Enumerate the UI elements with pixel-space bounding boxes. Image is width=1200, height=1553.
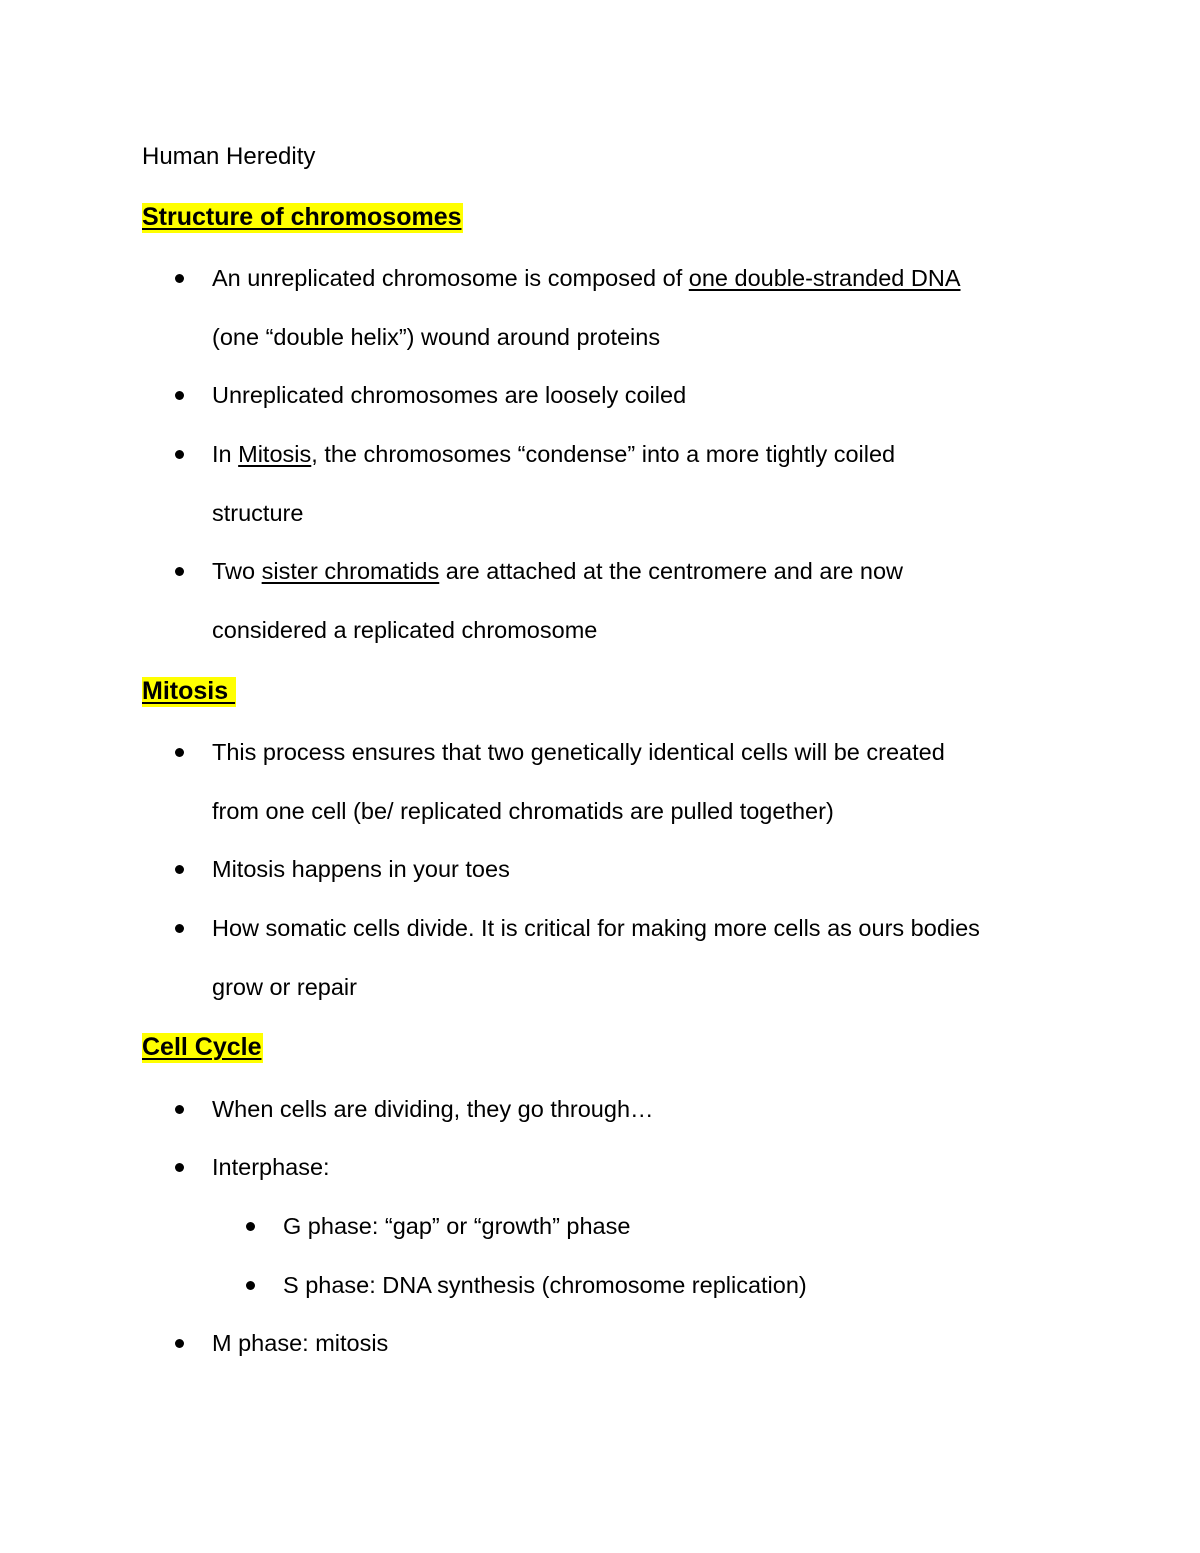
list-item-line: from one cell (be/ replicated chromatids are pulled together) bbox=[212, 798, 834, 824]
sub-bullet-icon bbox=[246, 1281, 255, 1290]
list-item-line: (one “double helix”) wound around proteins bbox=[212, 324, 661, 350]
sub-bullet-icon bbox=[246, 1222, 255, 1231]
section-heading-cell-cycle: Cell Cycle bbox=[142, 1033, 262, 1061]
bullet-icon bbox=[175, 567, 184, 576]
section-heading-mitosis: Mitosis bbox=[142, 677, 236, 705]
bullet-icon bbox=[175, 1339, 184, 1348]
list-item-line: Mitosis happens in your toes bbox=[212, 856, 510, 882]
list-item-line: An unreplicated chromosome is composed of one double-stranded DNA bbox=[212, 265, 961, 291]
list-item-line: This process ensures that two genetically identical cells will be created bbox=[212, 739, 945, 765]
underlined-term: one double-stranded DNA bbox=[688, 265, 961, 291]
underlined-term: sister chromatids bbox=[261, 558, 440, 584]
list-item-line: In Mitosis, the chromosomes “condense” into a more tightly coiled bbox=[212, 441, 896, 467]
bullet-icon bbox=[175, 865, 184, 874]
underlined-term: Mitosis bbox=[238, 441, 312, 467]
bullet-icon bbox=[175, 748, 184, 757]
list-item-line: How somatic cells divide. It is critical for making more cells as ours bodies bbox=[212, 915, 980, 941]
bullet-icon bbox=[175, 450, 184, 459]
bullet-icon bbox=[175, 274, 184, 283]
document-title: Human Heredity bbox=[142, 143, 316, 170]
list-item-line: Two sister chromatids are attached at the centromere and are now bbox=[212, 558, 904, 584]
list-item-line: grow or repair bbox=[212, 974, 357, 1000]
bullet-icon bbox=[175, 1163, 184, 1172]
list-item-line: structure bbox=[212, 500, 304, 526]
list-item-line: M phase: mitosis bbox=[212, 1330, 389, 1356]
bullet-icon bbox=[175, 1105, 184, 1114]
sub-list-item-line: S phase: DNA synthesis (chromosome replication) bbox=[283, 1272, 807, 1298]
list-item-line: Unreplicated chromosomes are loosely coiled bbox=[212, 382, 687, 408]
list-item-line: When cells are dividing, they go through… bbox=[212, 1096, 654, 1122]
bullet-icon bbox=[175, 391, 184, 400]
bullet-icon bbox=[175, 924, 184, 933]
list-item-line: Interphase: bbox=[212, 1154, 330, 1180]
sub-list-item-line: G phase: “gap” or “growth” phase bbox=[283, 1213, 631, 1239]
list-item-line: considered a replicated chromosome bbox=[212, 617, 598, 643]
section-heading-structure-of-chromosomes: Structure of chromosomes bbox=[142, 203, 462, 231]
